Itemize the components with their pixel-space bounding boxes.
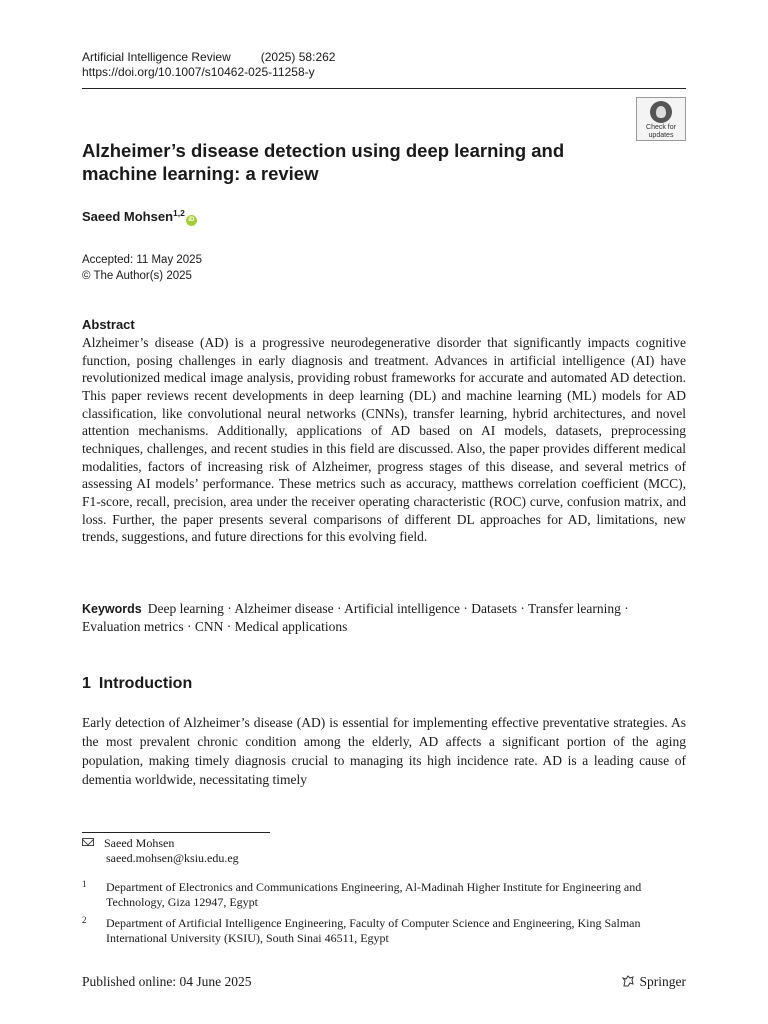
author-name: Saeed Mohsen [82,209,174,224]
header-rule [82,88,686,89]
publisher-logo [621,974,687,990]
envelope-icon [82,838,94,846]
orcid-icon[interactable]: iD [186,215,197,226]
author-line [82,208,197,226]
publisher-name: Springer [639,974,686,989]
corresponding-author [82,836,239,865]
paper-title: Alzheimer’s disease detection using deep learning and machine learning: a review [82,140,565,184]
check-for-updates-badge[interactable]: Check for updates [636,97,686,141]
copyright-line: © The Author(s) 2025 [82,270,192,282]
springer-horse-icon [621,974,635,988]
contact-name: Saeed Mohsen [104,836,175,850]
section-heading [82,675,192,693]
introduction-text: Early detection of Alzheimer’s disease (AD) is essential for implementing effective preventative strategies. As the most prevalent chronic condition among the elderly, AD affects a significant portion of the aging population, making timely diagnosis crucial to managing its high incidence rate. AD is a leading cause of dementia worldwide, necessitating timely [82,715,686,787]
keywords-list: Deep learning · Alzheimer disease · Artificial intelligence · Datasets · Transfer learning · Evaluation metrics · CNN · Medical applications [82,601,629,634]
keywords [82,600,686,636]
abstract-text: Alzheimer’s disease (AD) is a progressive neurodegenerative disorder that significantly impacts cognitive function, posing challenges in early diagnosis and treatment. Advances in artificial intelligence (AI) have revolutionized medical image analysis, providing robust frameworks for accurate and automated AD detection. This paper reviews recent developments in deep learning (DL) and machine learning (ML) models for AD classification, like convolutional neural networks (CNNs), transfer learning, hybrid architectures, and novel attention mechanisms. Additionally, applications of AD based on AI models, datasets, preprocessing techniques, challenges, and recent studies in this field are discussed. Also, the paper provides different medical modalities, factors of increasing risk of Alzheimer, progress stages of this disease, and several metrics of assessing AI models’ performance. These metrics such as accuracy, matthews correlation coefficient (MCC), F1-score, recall, precision, area under the receiver operating characteristic (ROC) curve, confusion matrix, and loss. Further, the paper presents several comparisons of different DL approaches for AD, limitations, new trends, suggestions, and future directions for this evolving field. [82,335,686,545]
abstract-heading: Abstract [82,317,135,332]
affiliation-1: 1 Department of Electronics and Communications Engineering, Al-Madinah Higher Institute for Engineering and Technology, Giza 12947, Egypt [82,879,642,909]
footnote-rule [82,832,270,833]
section-title: Introduction [98,675,193,692]
section-number: 1 [82,675,91,692]
journal-name: Artificial Intelligence Review [82,50,231,64]
journal-volume: (2025) 58:262 [260,50,336,64]
published-online: Published online: 04 June 2025 [82,974,252,989]
keywords-label: Keywords [82,602,142,616]
journal-header [82,50,686,80]
accepted-date: Accepted: 11 May 2025 [82,254,202,266]
affiliation-2: 2 Department of Artificial Intelligence Engineering, Faculty of Computer Science and Engineering, King Salman International University (KSIU), South Sinai 46511, Egypt [82,915,641,945]
check-updates-icon [650,101,672,123]
author-affiliation-marks: 1,2 [173,208,185,218]
article-dates [82,252,202,284]
doi-link[interactable]: https://doi.org/10.1007/s10462-025-11258-y [82,65,315,79]
contact-email[interactable]: saeed.mohsen@ksiu.edu.eg [106,850,239,865]
